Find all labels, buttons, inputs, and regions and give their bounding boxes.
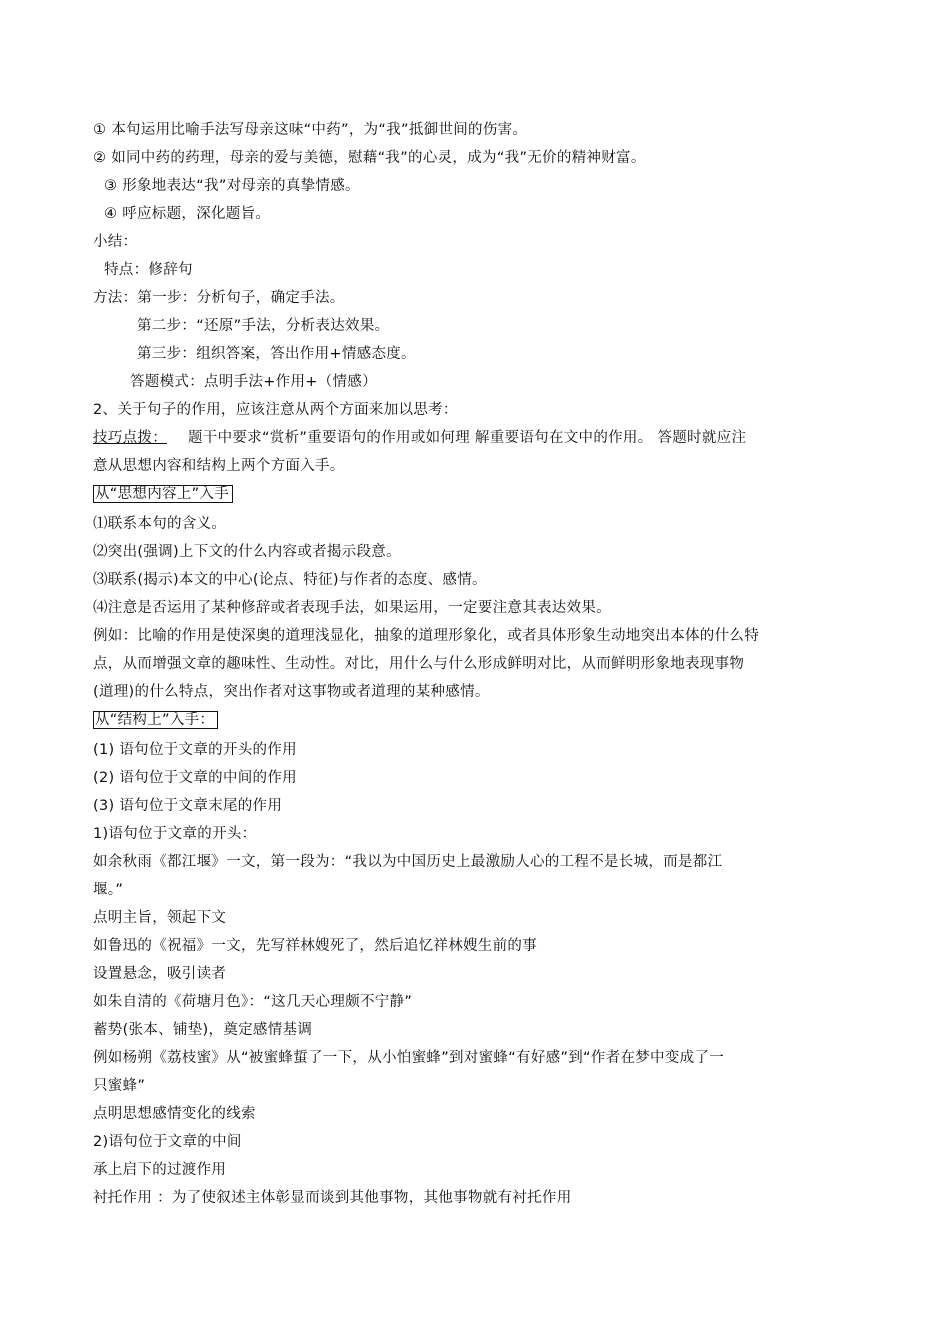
boxed-heading-text: 从“结构上”入手： xyxy=(93,711,218,729)
sub-heading: 1)语句位于文章的开头： xyxy=(93,826,257,842)
text-line: 只蜜蜂” xyxy=(93,1078,146,1094)
text-line: 第三步：组织答案，答出作用+情感态度。 xyxy=(137,346,416,362)
tip-label xyxy=(93,428,167,448)
section-heading: 小结： xyxy=(93,234,138,250)
text-line: 蓄势(张本、铺垫)，奠定感情基调 xyxy=(93,1022,313,1038)
list-item: (1) 语句位于文章的开头的作用 xyxy=(93,742,297,758)
text-line: ① 本句运用比喻手法写母亲这味“中药”，为“我”抵御世间的伤害。 xyxy=(93,122,528,138)
text-line: 题干中要求“赏析”重要语句的作用或如何理 解重要语句在文中的作用。 答题时就应注 xyxy=(188,430,747,446)
text-line: 设置悬念，吸引读者 xyxy=(93,966,227,982)
text-line: 第二步：“还原”手法，分析表达效果。 xyxy=(137,318,390,334)
list-item: (2) 语句位于文章的中间的作用 xyxy=(93,770,297,786)
text-line: 例如杨朔《荔枝蜜》从“被蜜蜂蜇了一下，从小怕蜜蜂”到对蜜蜂“有好感”到“作者在梦中变成了一 xyxy=(93,1050,725,1066)
text-line: 点，从而增强文章的趣味性、生动性。对比，用什么与什么形成鲜明对比，从而鲜明形象地表现事物 xyxy=(93,656,745,672)
boxed-heading xyxy=(93,484,233,504)
text-line: 如朱自清的《荷塘月色》：“这几天心理颇不宁静” xyxy=(93,994,413,1010)
list-item: ⑴联系本句的含义。 xyxy=(93,516,227,532)
boxed-heading-text: 从“思想内容上”入手 xyxy=(93,485,233,503)
text-line: 意从思想内容和结构上两个方面入手。 xyxy=(93,458,345,474)
text-line: 点明思想感情变化的线索 xyxy=(93,1106,256,1122)
text-line: 答题模式：点明手法+作用+（情感） xyxy=(130,374,377,390)
text-line: ③ 形象地表达“我”对母亲的真挚情感。 xyxy=(104,178,360,194)
text-line: ② 如同中药的药理，母亲的爱与美德，慰藉“我”的心灵，成为“我”无价的精神财富。 xyxy=(93,150,646,166)
boxed-heading xyxy=(93,710,218,730)
tip-label-text: 技巧点拨： xyxy=(93,430,167,446)
text-line: 堰。” xyxy=(93,882,124,898)
text-line: 承上启下的过渡作用 xyxy=(93,1162,227,1178)
text-line: 点明主旨，领起下文 xyxy=(93,910,227,926)
text-line: (道理)的什么特点，突出作者对这事物或者道理的某种感情。 xyxy=(93,684,490,700)
text-line: 如鲁迅的《祝福》一文，先写祥林嫂死了，然后追忆祥林嫂生前的事 xyxy=(93,938,537,954)
list-item: (3) 语句位于文章末尾的作用 xyxy=(93,798,283,814)
sub-heading: 2)语句位于文章的中间 xyxy=(93,1134,242,1150)
text-line: 方法：第一步：分析句子，确定手法。 xyxy=(93,290,345,306)
list-item: ⑷注意是否运用了某种修辞或者表现手法，如果运用，一定要注意其表达效果。 xyxy=(93,600,611,616)
list-item: ⑵突出(强调)上下文的什么内容或者揭示段意。 xyxy=(93,544,401,560)
section-heading: 2、关于句子的作用，应该注意从两个方面来加以思考： xyxy=(93,402,458,418)
text-line: 如余秋雨《都江堰》一文，第一段为：“我以为中国历史上最激励人心的工程不是长城，而是都江 xyxy=(93,854,723,870)
text-line: ④ 呼应标题，深化题旨。 xyxy=(104,206,271,222)
text-line: 特点：修辞句 xyxy=(104,262,193,278)
text-line: 衬托作用 ：为了使叙述主体彰显而谈到其他事物，其他事物就有衬托作用 xyxy=(93,1190,572,1206)
list-item: ⑶联系(揭示)本文的中心(论点、特征)与作者的态度、感情。 xyxy=(93,572,487,588)
text-line: 例如：比喻的作用是使深奥的道理浅显化，抽象的道理形象化，或者具体形象生动地突出本体的什么特 xyxy=(93,628,759,644)
